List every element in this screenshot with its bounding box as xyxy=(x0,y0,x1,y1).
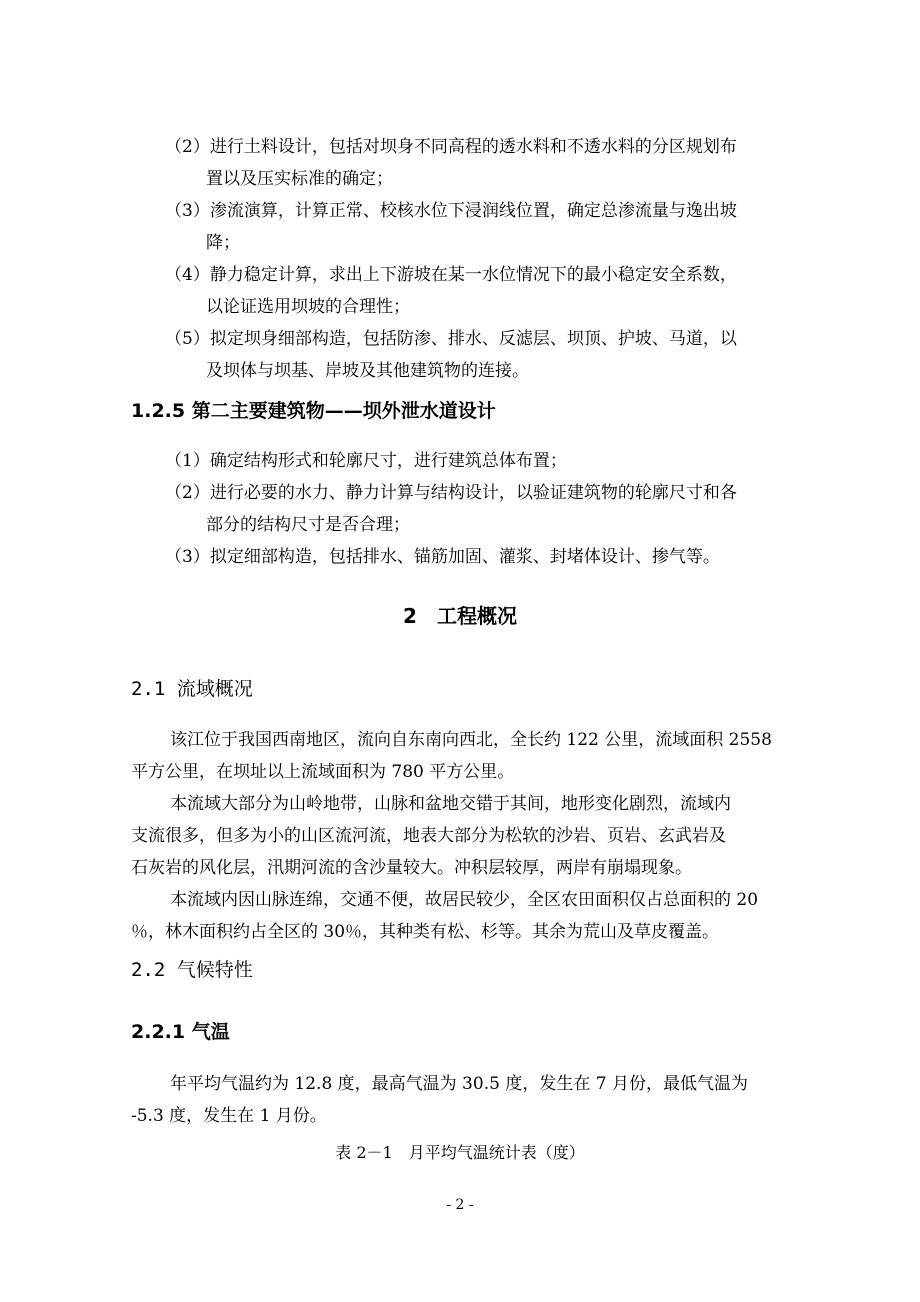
paragraph-1-line2: 平方公里，在坝址以上流域面积为 780 平方公里。 xyxy=(131,762,515,782)
paragraph-1-line1: 该江位于我国西南地区，流向自东南向西北，全长约 122 公里，流域面积 2558 xyxy=(170,730,772,750)
paragraph-2-line2: 支流很多，但多为小的山区流河流，地表大部分为松软的沙岩、页岩、玄武岩及 xyxy=(131,826,726,846)
paragraph-2-line1: 本流域大部分为山岭地带，山脉和盆地交错于其间，地形变化剧烈，流域内 xyxy=(170,794,731,814)
list-item-4-line1: （4）静力稳定计算，求出上下游坡在某一水位情况下的最小稳定安全系数， xyxy=(165,265,737,285)
paragraph-4-line2: -5.3 度，发生在 1 月份。 xyxy=(131,1106,327,1126)
paragraph-4-line1: 年平均气温约为 12.8 度，最高气温为 30.5 度，发生在 7 月份，最低气温为 xyxy=(170,1074,748,1094)
table-caption: 表 2－1 月平均气温统计表（度） xyxy=(335,1143,585,1162)
list-item-2-line2: 置以及压实标准的确定； xyxy=(206,169,393,189)
list-item-3-line2: 降； xyxy=(206,233,240,253)
list2-item-3: （3）拟定细部构造，包括排水、锚筋加固、灌浆、封堵体设计、掺气等。 xyxy=(165,547,720,567)
list-item-3-line1: （3）渗流演算，计算正常、校核水位下浸润线位置，确定总渗流量与逸出坡 xyxy=(165,201,737,221)
list-item-2-line1: （2）进行土料设计，包括对坝身不同高程的透水料和不透水料的分区规划布 xyxy=(165,137,737,157)
list2-item-1: （1）确定结构形式和轮廓尺寸，进行建筑总体布置； xyxy=(165,451,567,471)
list2-item-2-line2: 部分的结构尺寸是否合理； xyxy=(206,515,410,535)
section-heading-1-2-5: 1.2.5 第二主要建筑物——坝外泄水道设计 xyxy=(131,400,496,422)
list-item-5-line2: 及坝体与坝基、岸坡及其他建筑物的连接。 xyxy=(206,361,529,381)
chapter-title: 2 工程概况 xyxy=(403,604,517,628)
section-heading-2-2-1: 2.2.1 气温 xyxy=(131,1021,230,1043)
list2-item-2-line1: （2）进行必要的水力、静力计算与结构设计，以验证建筑物的轮廓尺寸和各 xyxy=(165,483,737,503)
paragraph-3-line1: 本流域内因山脉连绵，交通不便，故居民较少，全区农田面积仅占总面积的 20 xyxy=(170,890,759,910)
list-item-4-line2: 以论证选用坝坡的合理性； xyxy=(206,297,410,317)
section-heading-2-1: 2.1 流域概况 xyxy=(131,678,253,700)
list-item-5-line1: （5）拟定坝身细部构造，包括防渗、排水、反滤层、坝顶、护坡、马道，以 xyxy=(165,329,737,349)
paragraph-3-line2: ％，林木面积约占全区的 30％，其种类有松、杉等。其余为荒山及草皮覆盖。 xyxy=(131,922,720,942)
section-heading-2-2: 2.2 气候特性 xyxy=(131,959,253,981)
paragraph-2-line3: 石灰岩的风化层，汛期河流的含沙量较大。冲积层较厚，两岸有崩塌现象。 xyxy=(131,858,692,878)
page-number: - 2 - xyxy=(446,1197,474,1213)
